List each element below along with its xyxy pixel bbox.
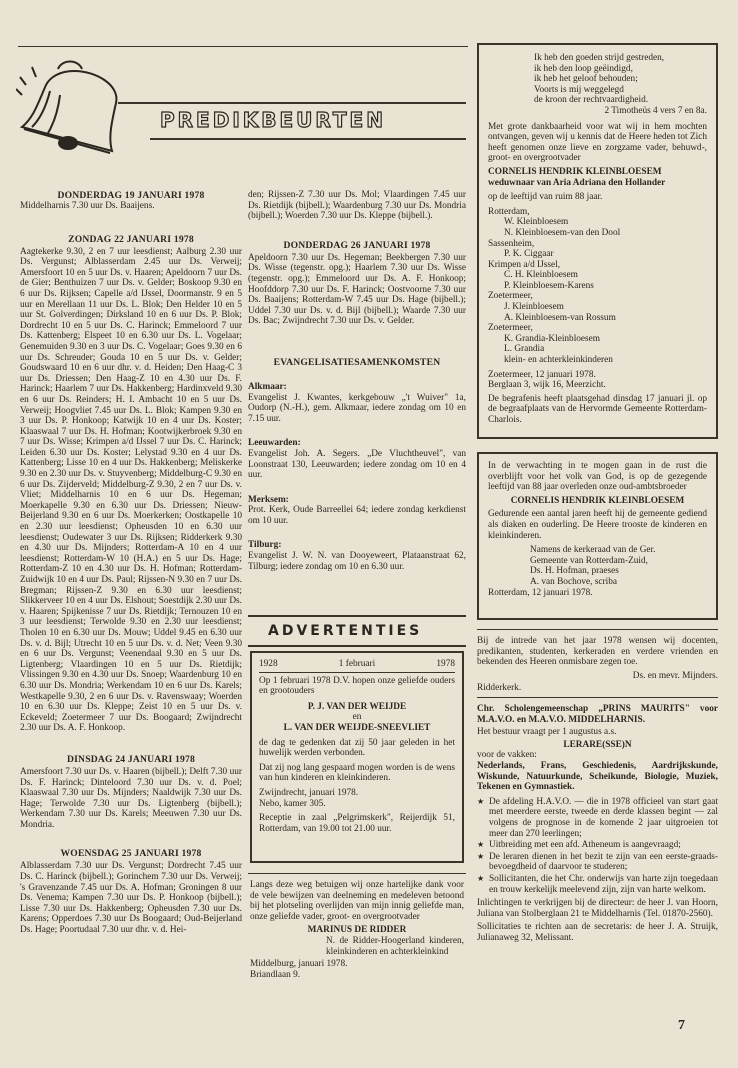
thanks-place: Middelburg, januari 1978. <box>250 959 348 970</box>
anniversary-name-1: P. J. VAN DER WEIJDE <box>307 701 407 712</box>
anniversary-divider <box>259 672 455 673</box>
death-date-place: Zoetermeer, 12 januari 1978. <box>488 369 596 380</box>
service-day-text: Aagtekerke 9.30, 2 en 7 uur leesdienst; Aalburg 2.30 uur Ds. Vergunst; Alblasserdam 2.45 uur Ds. Verweij; Amersfoort 10 en 5 uur Ds. v. Haaren; Apeldoorn 7 uur Ds. de Gier; Benthuizen 7 uur Ds. v. Gelder; Boskoop 9.30 en 6 uur Ds. Rijksen; Capelle a/d IJssel, Doormanstr. 9 en 5 uur en Merellaan 11 uur Ds. L. Blok; Den Helder 10 en 5 uur St. Golverdingen; Dirksland 10 en 6 uur Ds. P. Blok; Dordrecht 10 en 5 uur Ds. C. Harinck; Emmeloord 7 uur Ds. Kattenberg; Elspeet 10 en 6.30 uur Ds. L. Vogelaar; Genemuiden 9.30 en 3 uur Ds. C. Vogelaar; Goes 9.30 en 6 uur Ds. Schreuder; Gouda 10 en 5 uur Ds. v. Gelder; Goudswaard 10 en 6 uur dhr. v. d. Heiden; Den Haag-C 3 uur Ds. Driessen; Den Haag-Z 10 en 4.30 uur Ds. F. Harinck; Haarlem 7 uur Ds. Hakkenberg; Hardinxveld 9.30 en 6 uur Ds. Reinders; H. I. Ambacht 10 en 5 uur Ds. Verweij; Hoogvliet 7.45 uur Ds. L. Blok; Kampen 9.30 en 3 uur Ds. P. Honkoop; Katwijk 10 en 4 uur Ds. Koster; Klaaswaal 7 uur Ds. H. Hofman; Kootwijkerbroek 9.30 en 7 uur Ds. Wisse; Krimpen a/d IJssel 7 uur Ds. C. Harinck; Leiden 6.30 uur Ds. Koster; Lelystad 9.30 en 4 uur Ds. Kattenberg; Lisse 10 en 4 uur Ds. Hakkenberg; Meliskerke 9.30 en 2.30 uur Ds. v. Stuyvenberg; Middelburg-C 9.30 en 6 uur Ds. Zijderveld; Middelburg-Z 9.30, 2 en 7 uur Ds. v. Vliet; Middelharnis 10 en 6 uur Ds. Hegeman; Moerkapelle 9.30 en 6.30 uur Ds. Driessen; Nieuw-Beijerland 9.30 en 6 uur Ds. Moerkerken; Oostkapelle 10 en 2.30 uur leesdienst; Opheusden 10 en 6.30 uur leesdienst; Oudewater 3 uur Ds. Rijksen; Ridderkerk 9.30 en 4.30 uur Ds. Mijnders; Rotterdam-A 10 en 4 uur leesdienst; Rotterdam-W 10 (H.A.) en 5 uur Ds. Hage; Rotterdam-Z 10 en 4.30 uur Ds. H. Hofman; Rotterdam-Zuidwijk 10 en 4 uur Ds. Paul; Rijssen-N 9.30 en 7 uur Ds. Bregman; Rijssen-Z 9.30 en 6.30 uur leesdienst; Slikkerveer 10 en 4 uur Ds. Elshout; Soestdijk 2.30 uur Ds. v. Haaren; Spijkenisse 7 uur Ds. Rietdijk; Ternouzen 10 en 3 uur leesdienst; Terwolde 9.30 en 2.30 uur leesdienst; Tholen 10 en 6.30 uur Ds. Mouw; Uddel 9.45 en 6.30 uur Ds. v. d. Bijl; Utrecht 10 en 5 uur Ds. v. d. Net; Veen 9.30 en 6 uur Ds. Vergunst; Veenendaal 9.30 en 5 uur Ds. Ligtenberg; Vlaardingen 10 en 5 uur Ds. Rietdijk; Vlissingen 9.30 en 4.30 uur Ds. Snoep; Waardenburg 10 en 6.30 uur Ds. Mondria; Werkendam 10 en 6 uur Ds. Karels; Westkapelle 9.30, 2 en 6 uur Ds. v. Ravenswaay; Woerden 10 en 6.30 uur Ds. Kleppe; Zeist 10 en 5 uur Ds. v. Eckeveld; Zoetermeer 7 uur Ds. Boogaard; Zwijndrecht 2.30 uur Ds. A. F. Honkoop. <box>20 246 242 734</box>
family-member: J. Kleinbloesem <box>504 302 564 313</box>
deceased-name: CORNELIS HENDRIK KLEINBLOESEM <box>488 166 662 177</box>
burial-notice: De begrafenis heeft plaatsgehad dinsdag 17 januari jl. op de begraafplaats van de Hervormde Gemeente Rotterdam-Charlois. <box>488 393 707 425</box>
service-day-heading: WOENSDAG 25 JANUARI 1978 <box>60 848 202 860</box>
death-notice-2 <box>477 452 718 620</box>
anniversary-paragraph: Dat zij nog lang gespaard mogen worden is de wens van hun kinderen en kleinkinderen. <box>259 762 455 784</box>
vacancy-request: Het bestuur vraagt per 1 augustus a.s. <box>477 727 617 738</box>
anniversary-place-date: Zwijndrecht, januari 1978. <box>259 787 359 798</box>
verse-line: Voorts is mij weggelegd <box>534 84 624 95</box>
council-signature <box>488 545 707 587</box>
job-vacancy <box>477 704 718 943</box>
advertenties-title: ADVERTENTIES <box>268 623 423 639</box>
service-day-heading: DONDERDAG 19 JANUARI 1978 <box>57 190 205 201</box>
advertenties-rule-top <box>248 615 466 617</box>
death-notice-1 <box>477 43 718 439</box>
newyear-wish <box>477 636 718 694</box>
evangelisatie-place: Alkmaar: <box>248 381 287 392</box>
evangelisatie-text: Prot. Kerk, Oude Barreellei 64; iedere zondag kerkdienst om 10 uur. <box>248 505 466 526</box>
vacancy-info: Inlichtingen te verkrijgen bij de directeur: de heer J. van Hoorn, Juliana van Stolberglaan 21 te Middelharnis (Tel. 01870-2560). <box>477 898 718 919</box>
vacancy-bullet: ★ De afdeling H.A.V.O. — die in 1978 officieel van start gaat met meerdere eerste, tweede en derde klassen begint — zal volgens de prognose in de komende 2 jaar uitgroeien tot meer dan 270 leerlingen; <box>477 797 718 839</box>
signature-line: Ds. H. Hofman, praeses <box>530 566 619 577</box>
banner-bottom-rule <box>150 138 466 140</box>
death-intro: Met grote dankbaarheid voor wat wij in hem mochten ontvangen, geven wij u kennis dat de Heere heden tot Zich heeft genomen onze lieve en zorgzame vader, behuwd-, groot- en overgrootvader <box>488 121 707 164</box>
anniversary-intro: Op 1 februari 1978 D.V. hopen onze geliefde ouders en grootouders <box>259 675 455 697</box>
signature-line: Gemeente van Rotterdam-Zuid, <box>530 555 648 566</box>
family-member: A. Kleinbloesem-van Rossum <box>504 312 616 323</box>
thanks-family: N. de Ridder-Hoogerland kinderen, kleinkinderen en achterkleinkind <box>326 935 464 957</box>
signature-line: Namens de kerkeraad van de Ger. <box>530 545 656 556</box>
anniversary-name-2: L. VAN DER WEIJDE-SNEEVLIET <box>283 722 431 733</box>
service-day-heading: DONDERDAG 26 JANUARI 1978 <box>283 239 431 251</box>
thanks-text: Langs deze weg betuigen wij onze hartelijke dank voor de vele bewijzen van deelneming en medeleven betoond bij het plotseling overlijden van mijn innig geliefde man, onze geliefde vader, groot- en overgrootvader <box>250 880 464 922</box>
evangelisatie-place: Leeuwarden: <box>248 438 301 449</box>
vacancy-subjects: Nederlands, Frans, Geschiedenis, Aardrijkskunde, Wiskunde, Natuurkunde, Scheikunde, Biologie, Muziek, Tekenen en Gymnastiek. <box>477 760 718 793</box>
anniversary-address: Nebo, kamer 305. <box>259 798 326 809</box>
advertenties-rule-bottom <box>248 645 466 647</box>
evangelisatie-title: EVANGELISATIESAMENKOMSTEN <box>273 356 441 368</box>
verse-line: ik heb den loop geëindigd, <box>534 63 633 74</box>
newyear-text: Bij de intrede van het jaar 1978 wensen wij docenten, predikanten, studenten, kerkeraden en verdere vrienden en bekenden des Heeren onmisbare zegen toe. <box>477 636 718 668</box>
vacancy-bullet: ★ Sollicitanten, die het Chr. onderwijs van harte zijn toegedaan en trouw kerkelijk meelevend zijn, zijn van harte welkom. <box>477 874 718 895</box>
verse-line: Ik heb den goeden strijd gestreden, <box>534 53 665 63</box>
family-member: P. K. Ciggaar <box>504 249 554 260</box>
family-member: K. Grandia-Kleinbloesem <box>504 333 601 344</box>
death-address: Berglaan 3, wijk 16, Meerzicht. <box>488 380 606 391</box>
services-column-1 <box>20 190 242 936</box>
family-place: Krimpen a/d IJssel, <box>488 259 561 270</box>
thanks-notice <box>250 880 464 980</box>
service-day-text: Apeldoorn 7.30 uur Ds. Hegeman; Beekbergen 7.30 uur Ds. Wisse (tegenstr. opg.); Haarlem 7.30 uur Ds. Wisse (tegenstr. opg.); Emmeloord uur Ds. A. F. Honkoop; Hoofddorp 7.30 uur Ds. F. Harinck; Oostvoorne 7.30 uur Ds. Baaijens; Rotterdam-W 7.45 uur Ds. Hage (bijbell.); Uddel 7.30 uur Ds. v. d. Bijl (bijbell.); Waarde 7.30 uur Ds. Bac; Zwijndrecht 7.30 uur Ds. v. Gelder. <box>248 252 466 327</box>
dank-rule <box>248 873 466 874</box>
death-date-place: Rotterdam, 12 januari 1978. <box>488 587 593 598</box>
vacancy-rule <box>477 697 718 698</box>
family-member: C. H. Kleinbloesem <box>504 270 578 281</box>
thanks-name: MARINUS DE RIDDER <box>307 925 407 936</box>
top-rule <box>18 46 468 47</box>
family-member: N. Kleinbloesem-van den Dool <box>504 227 621 238</box>
anniversary-year-end: 1978 <box>436 659 455 669</box>
vacancy-subjects-label: voor de vakken: <box>477 750 537 761</box>
family-member: W. Kleinbloesem <box>504 217 569 228</box>
banner-top-rule <box>118 102 466 104</box>
family-place: Zoetermeer, <box>488 323 533 334</box>
service-day-heading: ZONDAG 22 JANUARI 1978 <box>68 233 194 245</box>
vacancy-apply: Sollicitaties te richten aan de secretaris: de heer J. A. Struijk, Julianaweg 32, Melissant. <box>477 922 718 943</box>
death-intro: In de verwachting in te mogen gaan in de rust die overblijft voor het volk van God, is op de gezegende leeftijd van 88 jaar overleden onze oud-ambtsbroeder <box>488 461 707 493</box>
family-member: klein- en achterkleinkinderen <box>504 355 613 366</box>
section-title: PREDIKBEURTEN <box>160 108 386 132</box>
service-day-heading: DINSDAG 24 JANUARI 1978 <box>67 753 195 765</box>
newyear-signature: Ds. en mevr. Mijnders. <box>632 670 718 681</box>
vacancy-role: LERARE(SSE)N <box>563 739 632 750</box>
newyear-rule <box>477 629 718 630</box>
anniversary-date: 1 februari <box>338 659 376 669</box>
verse-reference: 2 Timotheüs 4 vers 7 en 8a. <box>604 105 707 116</box>
anniversary-year-start: 1928 <box>259 659 278 669</box>
service-day-text: Alblasserdam 7.30 uur Ds. Vergunst; Dordrecht 7.45 uur Ds. C. Harinck (bijbell.); Gorinchem 7.30 uur Ds. Verweij; 's Gravenzande 7.45 uur Ds. A. Hofman; Groningen 8 uur Ds. Venema; Kampen 7.30 uur Ds. P. Honkoop (bijbell.); Lisse 7.30 uur Ds. Hakkenberg; Opheusden 7.30 uur Ds. Karens; Opperdoes 7.30 uur Ds Boogaard; Oud-Beijerland Ds. Hage; Poortudaal 7.30 uur dhr. v. d. Hei- <box>20 861 242 936</box>
evangelisatie-place: Tilburg: <box>248 540 282 551</box>
family-place: Sassenheim, <box>488 238 535 249</box>
family-member: L. Grandia <box>504 344 545 355</box>
family-place: Zoetermeer, <box>488 291 533 302</box>
verse-line: ik heb het geloof behouden; <box>534 74 638 85</box>
deceased-spouse: weduwnaar van Aria Adriana den Hollander <box>488 177 666 188</box>
death-text: Gedurende een aantal jaren heeft hij de gemeente gediend als diaken en ouderling. De Heere trooste de kinderen en kleinkinderen. <box>488 509 707 541</box>
family-member: P. Kleinbloesem-Karens <box>504 280 594 291</box>
page-number: 7 <box>678 1018 685 1033</box>
evangelisatie-text: Evangelist J. Kwantes, kerkgebouw „'t Wuiver" 1a, Oudorp (N.-H.), gem. Alkmaar, iedere zondag om 10 en 7.15 uur. <box>248 392 466 424</box>
thanks-address: Briandlaan 9. <box>250 969 301 980</box>
deceased-age: op de leeftijd van ruim 88 jaar. <box>488 192 603 203</box>
services-column-2 <box>248 190 466 572</box>
vacancy-bullet: ★ Uitbreiding met een afd. Atheneum is aangevraagd; <box>477 840 718 851</box>
anniversary-reception: Receptie in zaal „Pelgrimskerk", Reijerdijk 51, Rotterdam, van 19.00 tot 21.00 uur. <box>259 813 455 834</box>
signature-line: A. van Bochove, scriba <box>530 576 618 587</box>
service-continuation-text: den; Rijssen-Z 7.30 uur Ds. Mol; Vlaardingen 7.45 uur Ds. Rietdijk (bijbell.); Waardenburg 7.30 uur Ds. Mondria (bijbell.); Woerden 7.30 uur Ds. Kleppe (bijbell.). <box>248 190 466 222</box>
vacancy-bullet: ★ De leraren dienen in het bezit te zijn van een eerste-graads-bevoegdheid of daarvoor te studeren; <box>477 852 718 873</box>
deceased-name: CORNELIS HENDRIK KLEINBLOESEM <box>510 495 685 506</box>
newyear-place: Ridderkerk. <box>477 683 522 694</box>
anniversary-ad <box>250 651 464 863</box>
evangelisatie-text: Evangelist J. W. N. van Dooyeweert, Plataanstraat 62, Tilburg; iedere zondag om 10 en 6.30 uur. <box>248 551 466 572</box>
evangelisatie-place: Merksem: <box>248 494 289 505</box>
vacancy-school: Chr. Scholengemeenschap „PRINS MAURITS" voor M.A.V.O. en M.A.V.O. MIDDELHARNIS. <box>477 704 718 725</box>
service-day-text: Amersfoort 7.30 uur Ds. v. Haaren (bijbell.); Delft 7.30 uur Ds. F. Harinck; Dinteloord 7.30 uur Ds. v. d. Poel; Klaaswaal 7.30 uur Ds. Mijnders; Naaldwijk 7.30 uur Ds. Hage; Terwolde 7.30 uur Ds. Ligtenberg (bijbell.); Werkendam 7.30 uur Ds. Karels; Meeuwen 7.30 uur Ds. Mondria. <box>20 766 242 830</box>
church-bell-icon <box>16 55 136 155</box>
evangelisatie-text: Evangelist Joh. A. Segers. „De Vluchtheuvel", van Loonstraat 130, Leeuwarden; iedere zondag om 10 en 4 uur. <box>248 448 466 481</box>
verse-line: de kroon der rechtvaardigheid. <box>534 95 649 106</box>
bible-verse <box>488 53 707 117</box>
family-place: Rotterdam, <box>488 206 530 217</box>
anniversary-en: en <box>352 712 362 723</box>
anniversary-paragraph: de dag te gedenken dat zij 50 jaar geleden in het huwelijk werden verbonden. <box>259 737 455 759</box>
service-day-text: Middelharnis 7.30 uur Ds. Baaijens. <box>20 201 155 211</box>
vacancy-bullets <box>477 797 718 895</box>
